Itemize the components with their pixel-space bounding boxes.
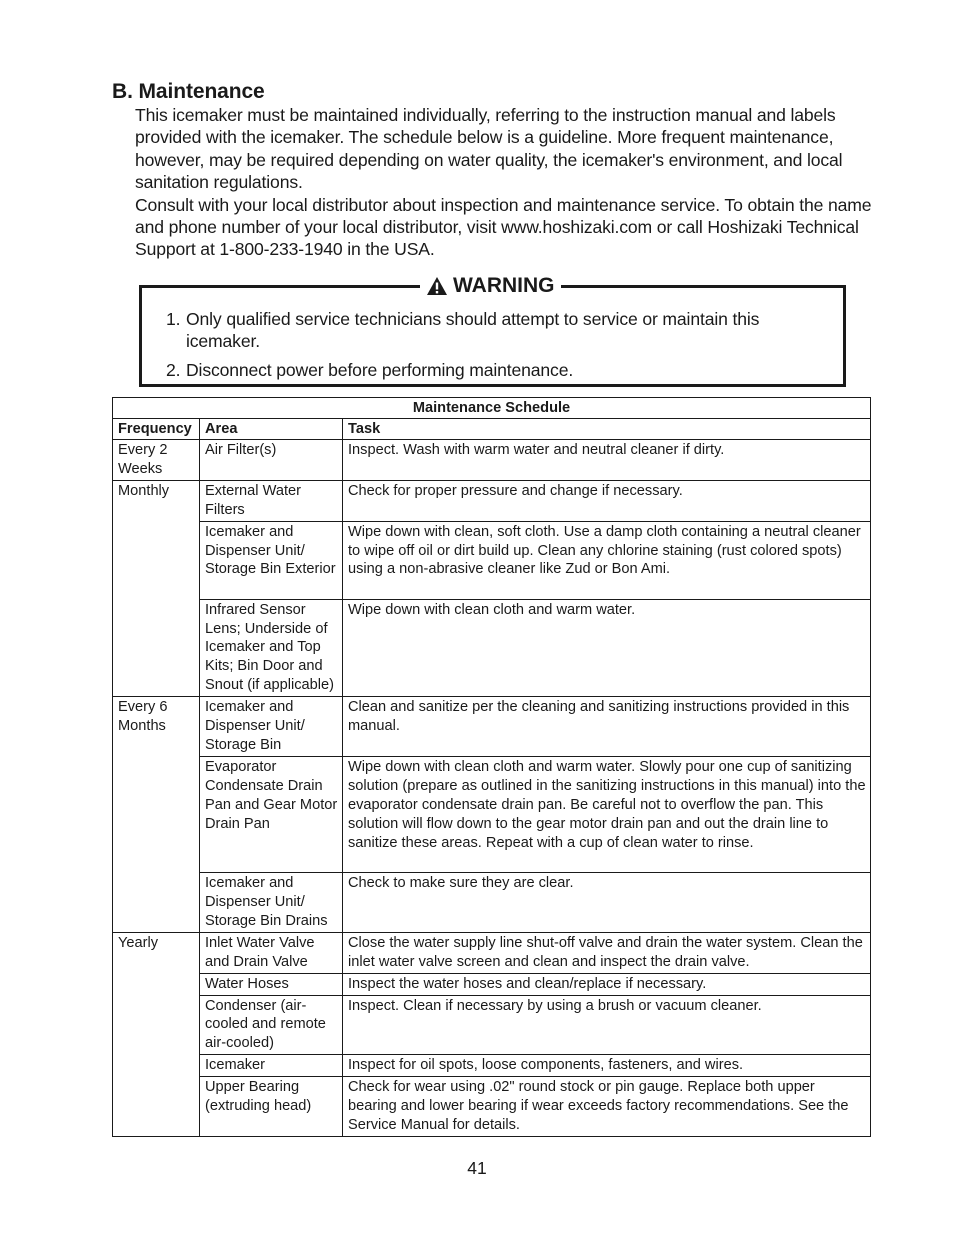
area-cell: Inlet Water Valve and Drain Valve: [200, 932, 343, 973]
warning-item: [166, 359, 826, 381]
area-cell: Infrared Sensor Lens; Underside of Icemaker and Top Kits; Bin Door and Snout (if applicable): [200, 599, 343, 697]
area-cell: Icemaker: [200, 1055, 343, 1077]
frequency-cell: Monthly: [113, 480, 200, 696]
task-cell: Check for wear using .02" round stock or pin gauge. Replace both upper bearing and lower bearing if wear exceeds factory recommendations. See the Service Manual for details.: [343, 1077, 871, 1137]
frequency-cell: Every 6 Months: [113, 697, 200, 932]
area-cell: Icemaker and Dispenser Unit/ Storage Bin Drains: [200, 872, 343, 932]
frequency-cell: Every 2 Weeks: [113, 440, 200, 481]
warning-item-text: Disconnect power before performing maintenance.: [186, 360, 574, 380]
warning-list: [166, 308, 826, 381]
area-cell: Upper Bearing (extruding head): [200, 1077, 343, 1137]
table-row: [113, 480, 871, 521]
maintenance-schedule-table: [112, 397, 871, 1137]
task-cell: Check for proper pressure and change if necessary.: [343, 480, 871, 521]
table-row: [113, 440, 871, 481]
schedule-body: [113, 440, 871, 1137]
task-cell: Wipe down with clean, soft cloth. Use a damp cloth containing a neutral cleaner to wipe off oil or dirt build up. Clean any chlorine staining (rust colored spots) using a non-abrasive cleaner like Zud or Bon Ami.: [343, 521, 871, 599]
area-cell: Icemaker and Dispenser Unit/ Storage Bin: [200, 697, 343, 757]
task-cell: Inspect the water hoses and clean/replace if necessary.: [343, 973, 871, 995]
task-cell: Clean and sanitize per the cleaning and sanitizing instructions provided in this manual.: [343, 697, 871, 757]
table-row: [113, 697, 871, 757]
intro-paragraph: This icemaker must be maintained individually, referring to the instruction manual and labels provided with the icemaker. The schedule below is a guideline. More frequent maintenance, however, may be required depending on water quality, the icemaker's environment, and local sanitation regulations.: [135, 105, 843, 193]
area-cell: Condenser (air-cooled and remote air-cooled): [200, 995, 343, 1055]
table-row: [113, 932, 871, 973]
table-row: [113, 599, 871, 697]
warning-item: [166, 308, 826, 352]
table-row: [113, 995, 871, 1055]
task-cell: Inspect. Clean if necessary by using a brush or vacuum cleaner.: [343, 995, 871, 1055]
table-row: [113, 1077, 871, 1137]
section-heading: B. Maintenance: [112, 80, 265, 103]
area-cell: Air Filter(s): [200, 440, 343, 481]
warning-triangle-icon: [426, 276, 448, 296]
frequency-cell: Yearly: [113, 932, 200, 1137]
table-row: [113, 521, 871, 599]
table-row: [113, 756, 871, 872]
warning-item-number: 1.: [166, 309, 181, 329]
area-cell: Water Hoses: [200, 973, 343, 995]
intro-paragraph: Consult with your local distributor about inspection and maintenance service. To obtain the name and phone number of your local distributor, visit www.hoshizaki.com or call Hoshizaki Technical Support at 1-800-233-1940 in the USA.: [135, 194, 872, 260]
table-row: [113, 1055, 871, 1077]
task-cell: Check to make sure they are clear.: [343, 872, 871, 932]
column-header-task: Task: [343, 419, 871, 440]
task-cell: Inspect. Wash with warm water and neutral cleaner if dirty.: [343, 440, 871, 481]
task-cell: Wipe down with clean cloth and warm water.: [343, 599, 871, 697]
area-cell: External Water Filters: [200, 480, 343, 521]
area-cell: Icemaker and Dispenser Unit/ Storage Bin Exterior: [200, 521, 343, 599]
task-cell: Wipe down with clean cloth and warm water. Slowly pour one cup of sanitizing solution (prepare as outlined in the sanitizing instructions in this manual) into the evaporator condensate drain pan. Be careful not to overflow the pan. This solution will flow down to the gear motor drain pan and out the drain line to sanitize these areas. Repeat with a cup of clean water to rinse.: [343, 756, 871, 872]
page-number: 41: [467, 1158, 487, 1178]
warning-title: [420, 273, 561, 299]
task-cell: Close the water supply line shut-off valve and drain the water system. Clean the inlet water valve screen and clean and inspect the drain valve.: [343, 932, 871, 973]
warning-box: [139, 274, 846, 387]
table-row: [113, 872, 871, 932]
warning-title-text: WARNING: [453, 274, 555, 297]
area-cell: Evaporator Condensate Drain Pan and Gear Motor Drain Pan: [200, 756, 343, 872]
warning-item-number: 2.: [166, 360, 181, 380]
column-header-area: Area: [200, 419, 343, 440]
table-title: Maintenance Schedule: [113, 398, 871, 419]
column-header-frequency: Frequency: [113, 419, 200, 440]
table-row: [113, 973, 871, 995]
warning-item-text: Only qualified service technicians should attempt to service or maintain this icemaker.: [186, 309, 760, 351]
intro-text: [135, 104, 875, 261]
task-cell: Inspect for oil spots, loose components, fasteners, and wires.: [343, 1055, 871, 1077]
